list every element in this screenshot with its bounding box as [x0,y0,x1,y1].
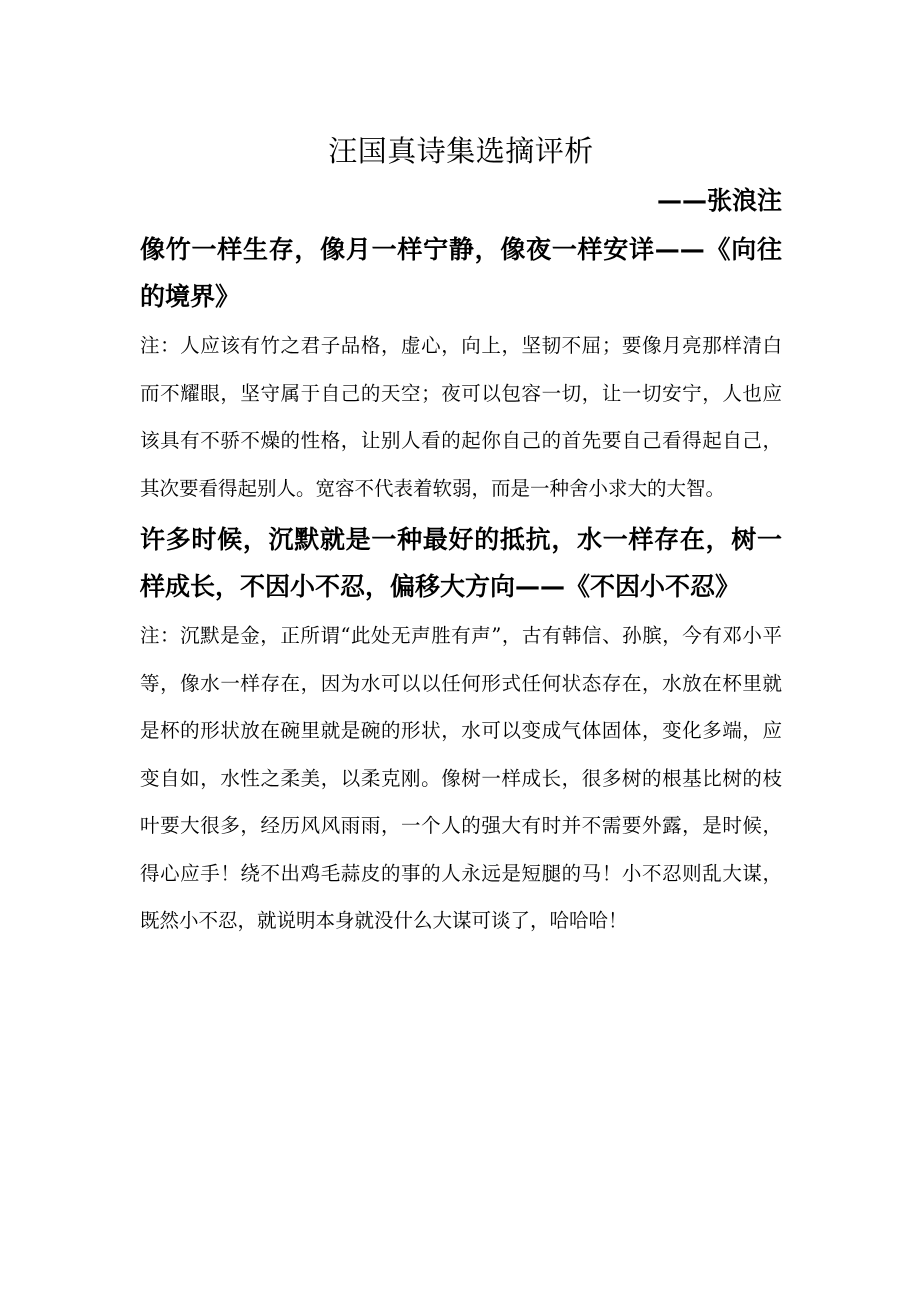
section-2 [140,516,782,945]
section-heading: 许多时候，沉默就是一种最好的抵抗，水一样存在，树一样成长，不因小不忍，偏移大方向——《不因小不忍》 [140,525,782,601]
section-note: 注：人应该有竹之君子品格，虚心，向上，坚韧不屈；要像月亮那样清白而不耀眼，坚守属于自己的天空；夜可以包容一切，让一切安宁，人也应该具有不骄不燥的性格，让别人看的起你自己的首先要自己看得起自己，其次要看得起别人。宽容不代表着软弱，而是一种舍小求大的大智。 [140,334,782,500]
section-note: 注：沉默是金，正所谓“此处无声胜有声”，古有韩信、孙膑，今有邓小平等，像水一样存在，因为水可以以任何形式任何状态存在，水放在杯里就是杯的形状放在碗里就是碗的形状，水可以变成气体固体，变化多端，应变自如，水性之柔美，以柔克刚。像树一样成长，很多树的根基比树的枝叶要大很多，经历风风雨雨，一个人的强大有时并不需要外露，是时候，得心应手！绕不出鸡毛蒜皮的事的人永远是短腿的马！小不忍则乱大谋，既然小不忍，就说明本身就没什么大谋可谈了，哈哈哈！ [140,624,782,932]
document-page [140,128,782,945]
document-title: 汪国真诗集选摘评析 [328,134,594,168]
document-author: ——张浪注 [656,186,782,215]
section-heading: 像竹一样生存，像月一样宁静，像夜一样安详——《向往的境界》 [140,235,782,311]
section-1 [140,226,782,512]
